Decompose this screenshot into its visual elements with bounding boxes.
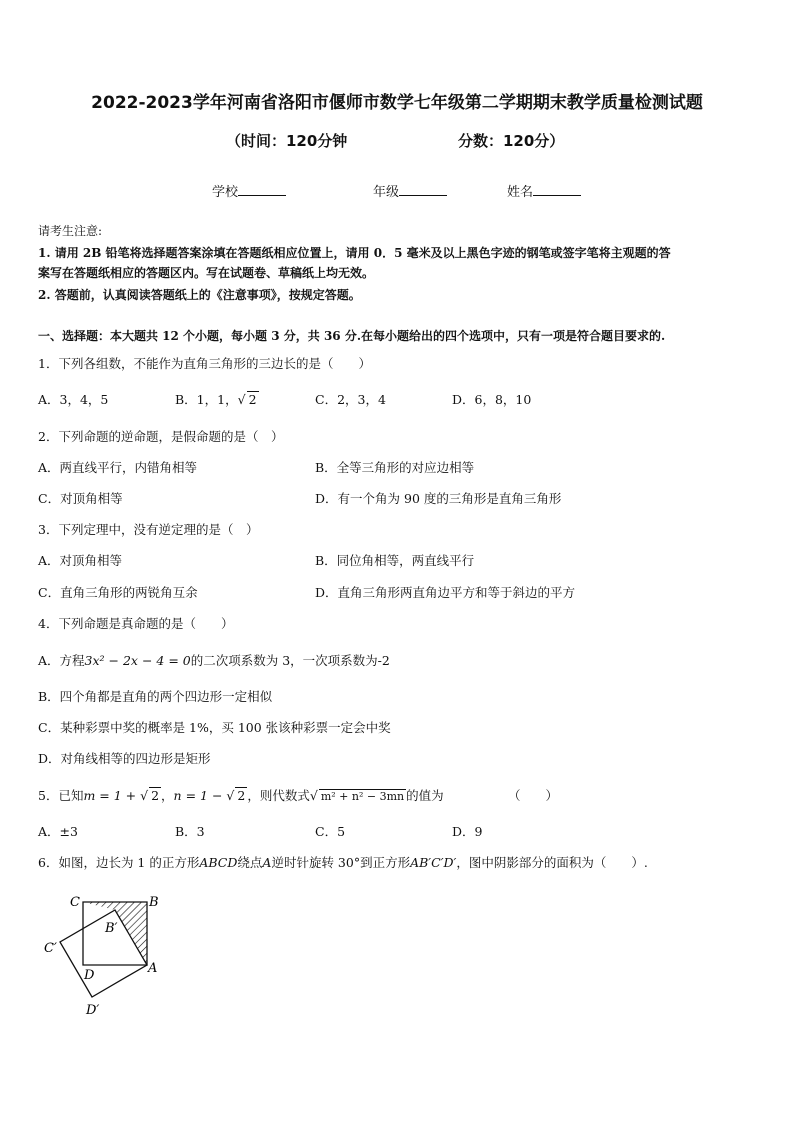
section-1-heading: 一、选择题：本大题共 12 个小题，每小题 3 分，共 36 分.在每小题给出的四个选项中，只有一项是符合题目要求的. <box>38 329 666 343</box>
label-d-prime: D′ <box>86 1003 100 1018</box>
name-blank[interactable] <box>533 183 581 196</box>
school-blank[interactable] <box>238 183 286 196</box>
q5-answer-paren: （ ） <box>508 788 559 803</box>
q6-prefix: 6．如图，边长为 1 的正方形 <box>38 855 200 870</box>
q1-option-b-text: B．1，1， <box>175 392 238 407</box>
q5-option-c[interactable]: C．5 <box>315 824 346 839</box>
q5-suffix: 的值为 <box>406 788 444 803</box>
q1-option-b-radicand: 2 <box>248 392 257 407</box>
q4-equation: 3x² − 2x − 4 = 0 <box>84 653 191 668</box>
q5-option-a[interactable]: A．±3 <box>38 824 78 839</box>
q6-stem <box>38 853 648 871</box>
q5-option-d[interactable]: D．9 <box>452 824 483 839</box>
name-label: 姓名 <box>507 185 534 200</box>
name-field <box>507 181 581 200</box>
sqrt-symbol: √ <box>309 788 318 803</box>
sqrt-symbol: √ <box>237 392 246 407</box>
q4-option-a-prefix: A．方程 <box>38 653 85 668</box>
grade-field <box>373 181 447 200</box>
q2-stem: 2．下列命题的逆命题，是假命题的是（ ） <box>38 429 284 444</box>
q2-option-b[interactable]: B．全等三角形的对应边相等 <box>315 460 475 475</box>
exam-score: 分数：120分） <box>458 132 565 150</box>
q1-option-c[interactable]: C．2，3，4 <box>315 392 386 407</box>
q4-option-c[interactable]: C．某种彩票中奖的概率是 1%，买 100 张该种彩票一定会中奖 <box>38 720 391 735</box>
q1-option-a[interactable]: A．3，4，5 <box>38 392 109 407</box>
exam-title: 2022-2023学年河南省洛阳市偃师市数学七年级第二学期期末教学质量检测试题 <box>91 93 703 113</box>
q4-option-b[interactable]: B．四个角都是直角的两个四边形一定相似 <box>38 689 273 704</box>
q3-stem: 3．下列定理中，没有逆定理的是（ ） <box>38 522 259 537</box>
q6-mid1: 绕点 <box>237 855 263 870</box>
q5-option-b[interactable]: B．3 <box>175 824 205 839</box>
q6-point-a: A <box>262 855 272 870</box>
q3-option-a[interactable]: A．对顶角相等 <box>38 553 123 568</box>
q1-option-b[interactable] <box>175 390 259 408</box>
q1-option-d[interactable]: D．6，8，10 <box>452 392 532 407</box>
rotated-square-figure <box>40 890 170 1020</box>
q5-sep: ， <box>161 788 174 803</box>
q5-n-radicand: 2 <box>237 788 246 803</box>
q2-option-c[interactable]: C．对顶角相等 <box>38 491 123 506</box>
q6-mid2: 逆时针旋转 30°到正方形 <box>271 855 411 870</box>
school-label: 学校 <box>212 185 239 200</box>
sqrt-symbol: √ <box>226 788 235 803</box>
q2-option-d[interactable]: D．有一个角为 90 度的三角形是直角三角形 <box>315 491 562 506</box>
label-a: A <box>148 961 158 976</box>
q5-mid: ，则代数式 <box>247 788 310 803</box>
label-b-prime: B′ <box>105 921 118 936</box>
label-d: D <box>84 968 95 983</box>
sqrt-symbol: √ <box>140 788 149 803</box>
q1-stem: 1．下列各组数，不能作为直角三角形的三边长的是（ ） <box>38 356 371 371</box>
q3-option-d[interactable]: D．直角三角形两直角边平方和等于斜边的平方 <box>315 585 576 600</box>
q3-option-c[interactable]: C．直角三角形的两锐角互余 <box>38 585 198 600</box>
label-c-prime: C′ <box>44 941 57 956</box>
label-b: B <box>149 895 159 910</box>
q5-n-equation: n = 1 − <box>173 788 227 803</box>
q6-square-abcd: ABCD <box>199 855 238 870</box>
grade-label: 年级 <box>373 185 400 200</box>
q3-option-b[interactable]: B．同位角相等，两直线平行 <box>315 553 475 568</box>
q5-stem <box>38 786 444 804</box>
q5-prefix: 5．已知 <box>38 788 84 803</box>
q5-m-equation: m = 1 + <box>83 788 141 803</box>
notice-heading: 请考生注意: <box>38 224 103 238</box>
exam-time: （时间：120分钟 <box>226 132 348 150</box>
q6-square-rotated: AB′C′D′ <box>410 855 457 870</box>
q5-expression: m² + n² − 3mn <box>320 790 405 803</box>
school-field <box>212 181 286 200</box>
q4-option-a-suffix: 的二次项系数为 3，一次项系数为-2 <box>190 653 390 668</box>
q4-option-d[interactable]: D．对角线相等的四边形是矩形 <box>38 751 211 766</box>
grade-blank[interactable] <box>399 183 447 196</box>
label-c: C <box>70 895 80 910</box>
q6-suffix: ，图中阴影部分的面积为（ ）. <box>456 855 648 870</box>
notice-item2: 2. 答题前，认真阅读答题纸上的《注意事项》，按规定答题。 <box>38 288 361 302</box>
notice-item1-line2: 案写在答题纸相应的答题区内。写在试题卷、草稿纸上均无效。 <box>38 266 375 280</box>
q4-stem: 4．下列命题是真命题的是（ ） <box>38 616 234 631</box>
q2-option-a[interactable]: A．两直线平行，内错角相等 <box>38 460 198 475</box>
q5-m-radicand: 2 <box>151 788 160 803</box>
q4-option-a[interactable] <box>38 651 390 669</box>
notice-item1-line1: 1. 请用 2B 铅笔将选择题答案涂填在答题纸相应位置上，请用 0．5 毫米及以上黑色字迹的钢笔或签字笔将主观题的答 <box>38 246 671 260</box>
